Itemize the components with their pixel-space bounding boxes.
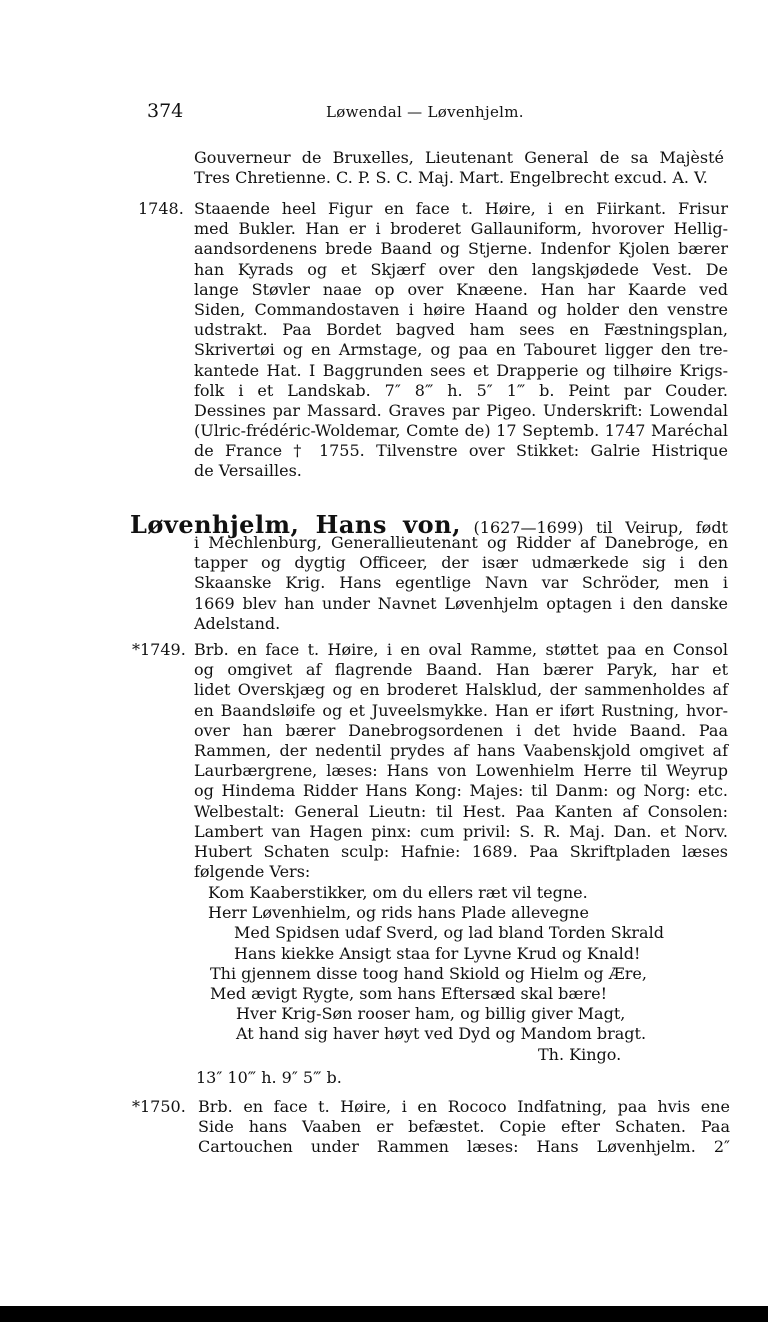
- page-number: 374: [147, 100, 184, 122]
- verse-line: Med ævigt Rygte, som hans Eftersæd skal bære!: [210, 983, 607, 1003]
- text-line: (Ulric-frédéric-Woldemar, Comte de) 17 Septemb. 1747 Maréchal: [194, 421, 728, 441]
- entry-number-1749: *1749.: [132, 640, 186, 659]
- text-line: Adelstand.: [194, 613, 281, 633]
- text-line: Brb. en face t. Høire, i en oval Ramme, støttet paa en Consol: [194, 640, 728, 659]
- text-line: med Bukler. Han er i broderet Gallauniform, hvorover Hellig-: [194, 219, 728, 239]
- person-name: Løvenhjelm, Hans von,: [130, 510, 461, 539]
- verse-signature: Th. Kingo.: [538, 1044, 622, 1064]
- scan-edge-bar: [0, 1306, 768, 1322]
- text-line: kantede Hat. I Baggrunden sees et Drapperie og tilhøire Krigs-: [194, 360, 728, 380]
- text-line: Welbestalt: General Lieutn: til Hest. Paa Kanten af Consolen:: [194, 801, 728, 821]
- verse-line: At hand sig haver høyt ved Dyd og Mandom bragt.: [236, 1024, 647, 1044]
- text-line: Tres Chretienne. C. P. S. C. Maj. Mart. Engelbrecht excud. A. V.: [194, 168, 708, 188]
- text-line: Side hans Vaaben er befæstet. Copie efter Schaten. Paa: [198, 1117, 730, 1137]
- text-line: Brb. en face t. Høire, i en Rococo Indfatning, paa hvis ene: [198, 1097, 730, 1116]
- text-line: Laurbærgrene, læses: Hans von Lowenhielm Herre til Weyrup: [194, 761, 728, 781]
- text-line: aandsordenens brede Baand og Stjerne. Indenfor Kjolen bærer: [194, 239, 728, 259]
- entry-number-1750: *1750.: [132, 1097, 186, 1116]
- text-line: en Baandsløife og et Juveelsmykke. Han er iført Rustning, hvor-: [194, 700, 728, 720]
- text-line: Rammen, der nedentil prydes af hans Vaabenskjold omgivet af: [194, 740, 728, 760]
- text-line: udstrakt. Paa Bordet bagved ham sees en Fæstningsplan,: [194, 320, 728, 340]
- entry-1748-text: [194, 199, 728, 482]
- entry-number-1748: 1748.: [138, 199, 184, 218]
- text-line: tapper og dygtig Officeer, der især udmærkede sig i den: [194, 553, 728, 573]
- text-line: Skaanske Krig. Hans egentlige Navn var Schröder, men i: [194, 573, 728, 593]
- verse-line: Hans kiekke Ansigt staa for Lyvne Krud og Knald!: [234, 943, 641, 963]
- text-line: Lambert van Hagen pinx: cum privil: S. R. Maj. Dan. et Norv.: [194, 821, 728, 841]
- entry-1749-dimensions: 13″ 10‴ h. 9″ 5‴ b.: [196, 1068, 342, 1087]
- text-line: Staaende heel Figur en face t. Høire, i en Fiirkant. Frisur: [194, 199, 728, 218]
- text-line: folk i et Landskab. 7″ 8‴ h. 5″ 1‴ b. Peint par Couder.: [194, 380, 728, 400]
- verse-line: Hver Krig-Søn rooser ham, og billig giver Magt,: [236, 1004, 626, 1024]
- text-line: de Versailles.: [194, 461, 302, 481]
- text-line: lange Støvler naae op over Knæene. Han har Kaarde ved: [194, 279, 728, 299]
- person-biography: [194, 533, 728, 634]
- text-line: over han bærer Danebrogsordenen i det hvide Baand. Paa: [194, 720, 728, 740]
- entry-1749-text: [194, 640, 728, 882]
- text-line: de France † 1755. Tilvenstre over Stikket: Galrie Histrique: [194, 441, 728, 461]
- text-line: Siden, Commandostaven i høire Haand og holder den venstre: [194, 299, 728, 319]
- text-line: og Hindema Ridder Hans Kong: Majes: til Danm: og Norg: etc.: [194, 781, 728, 801]
- verse-line: Herr Løvenhielm, og rids hans Plade allevegne: [208, 903, 589, 923]
- verse-line: Med Spidsen udaf Sverd, og lad bland Torden Skrald: [234, 923, 664, 943]
- text-line: Gouverneur de Bruxelles, Lieutenant General de sa Majèsté: [194, 148, 724, 167]
- running-head: Løwendal — Løvenhjelm.: [326, 103, 524, 121]
- verse: [194, 883, 728, 1065]
- text-line: Cartouchen under Rammen læses: Hans Løvenhjelm. 2″: [198, 1137, 730, 1157]
- text-line: lidet Overskjæg og en broderet Halsklud, der sammenholdes af: [194, 680, 728, 700]
- person-heading: [130, 510, 728, 539]
- text-line: Hubert Schaten sculp: Hafnie: 1689. Paa Skriftpladen læses: [194, 841, 728, 861]
- entry-continuation: [194, 148, 724, 188]
- text-line: følgende Vers:: [194, 862, 311, 882]
- text-line: 1669 blev han under Navnet Løvenhjelm optagen i den danske: [194, 593, 728, 613]
- text-line: Skrivertøi og en Armstage, og paa en Tabouret ligger den tre-: [194, 340, 728, 360]
- person-dates: (1627—1699) til Veirup, født: [473, 518, 728, 537]
- verse-line: Kom Kaaberstikker, om du ellers ræt vil tegne.: [208, 883, 588, 902]
- text-line: og omgivet af flagrende Baand. Han bærer Paryk, har et: [194, 660, 728, 680]
- text-line: Dessines par Massard. Graves par Pigeo. Underskrift: Lowendal: [194, 400, 728, 420]
- verse-line: Thi gjennem disse toog hand Skiold og Hielm og Ære,: [210, 963, 647, 983]
- text-line: han Kyrads og et Skjærf over den langskjødede Vest. De: [194, 259, 728, 279]
- text-line: i Mechlenburg, Generallieutenant og Ridder af Danebroge, en: [194, 533, 728, 552]
- entry-1750-text: [198, 1097, 730, 1158]
